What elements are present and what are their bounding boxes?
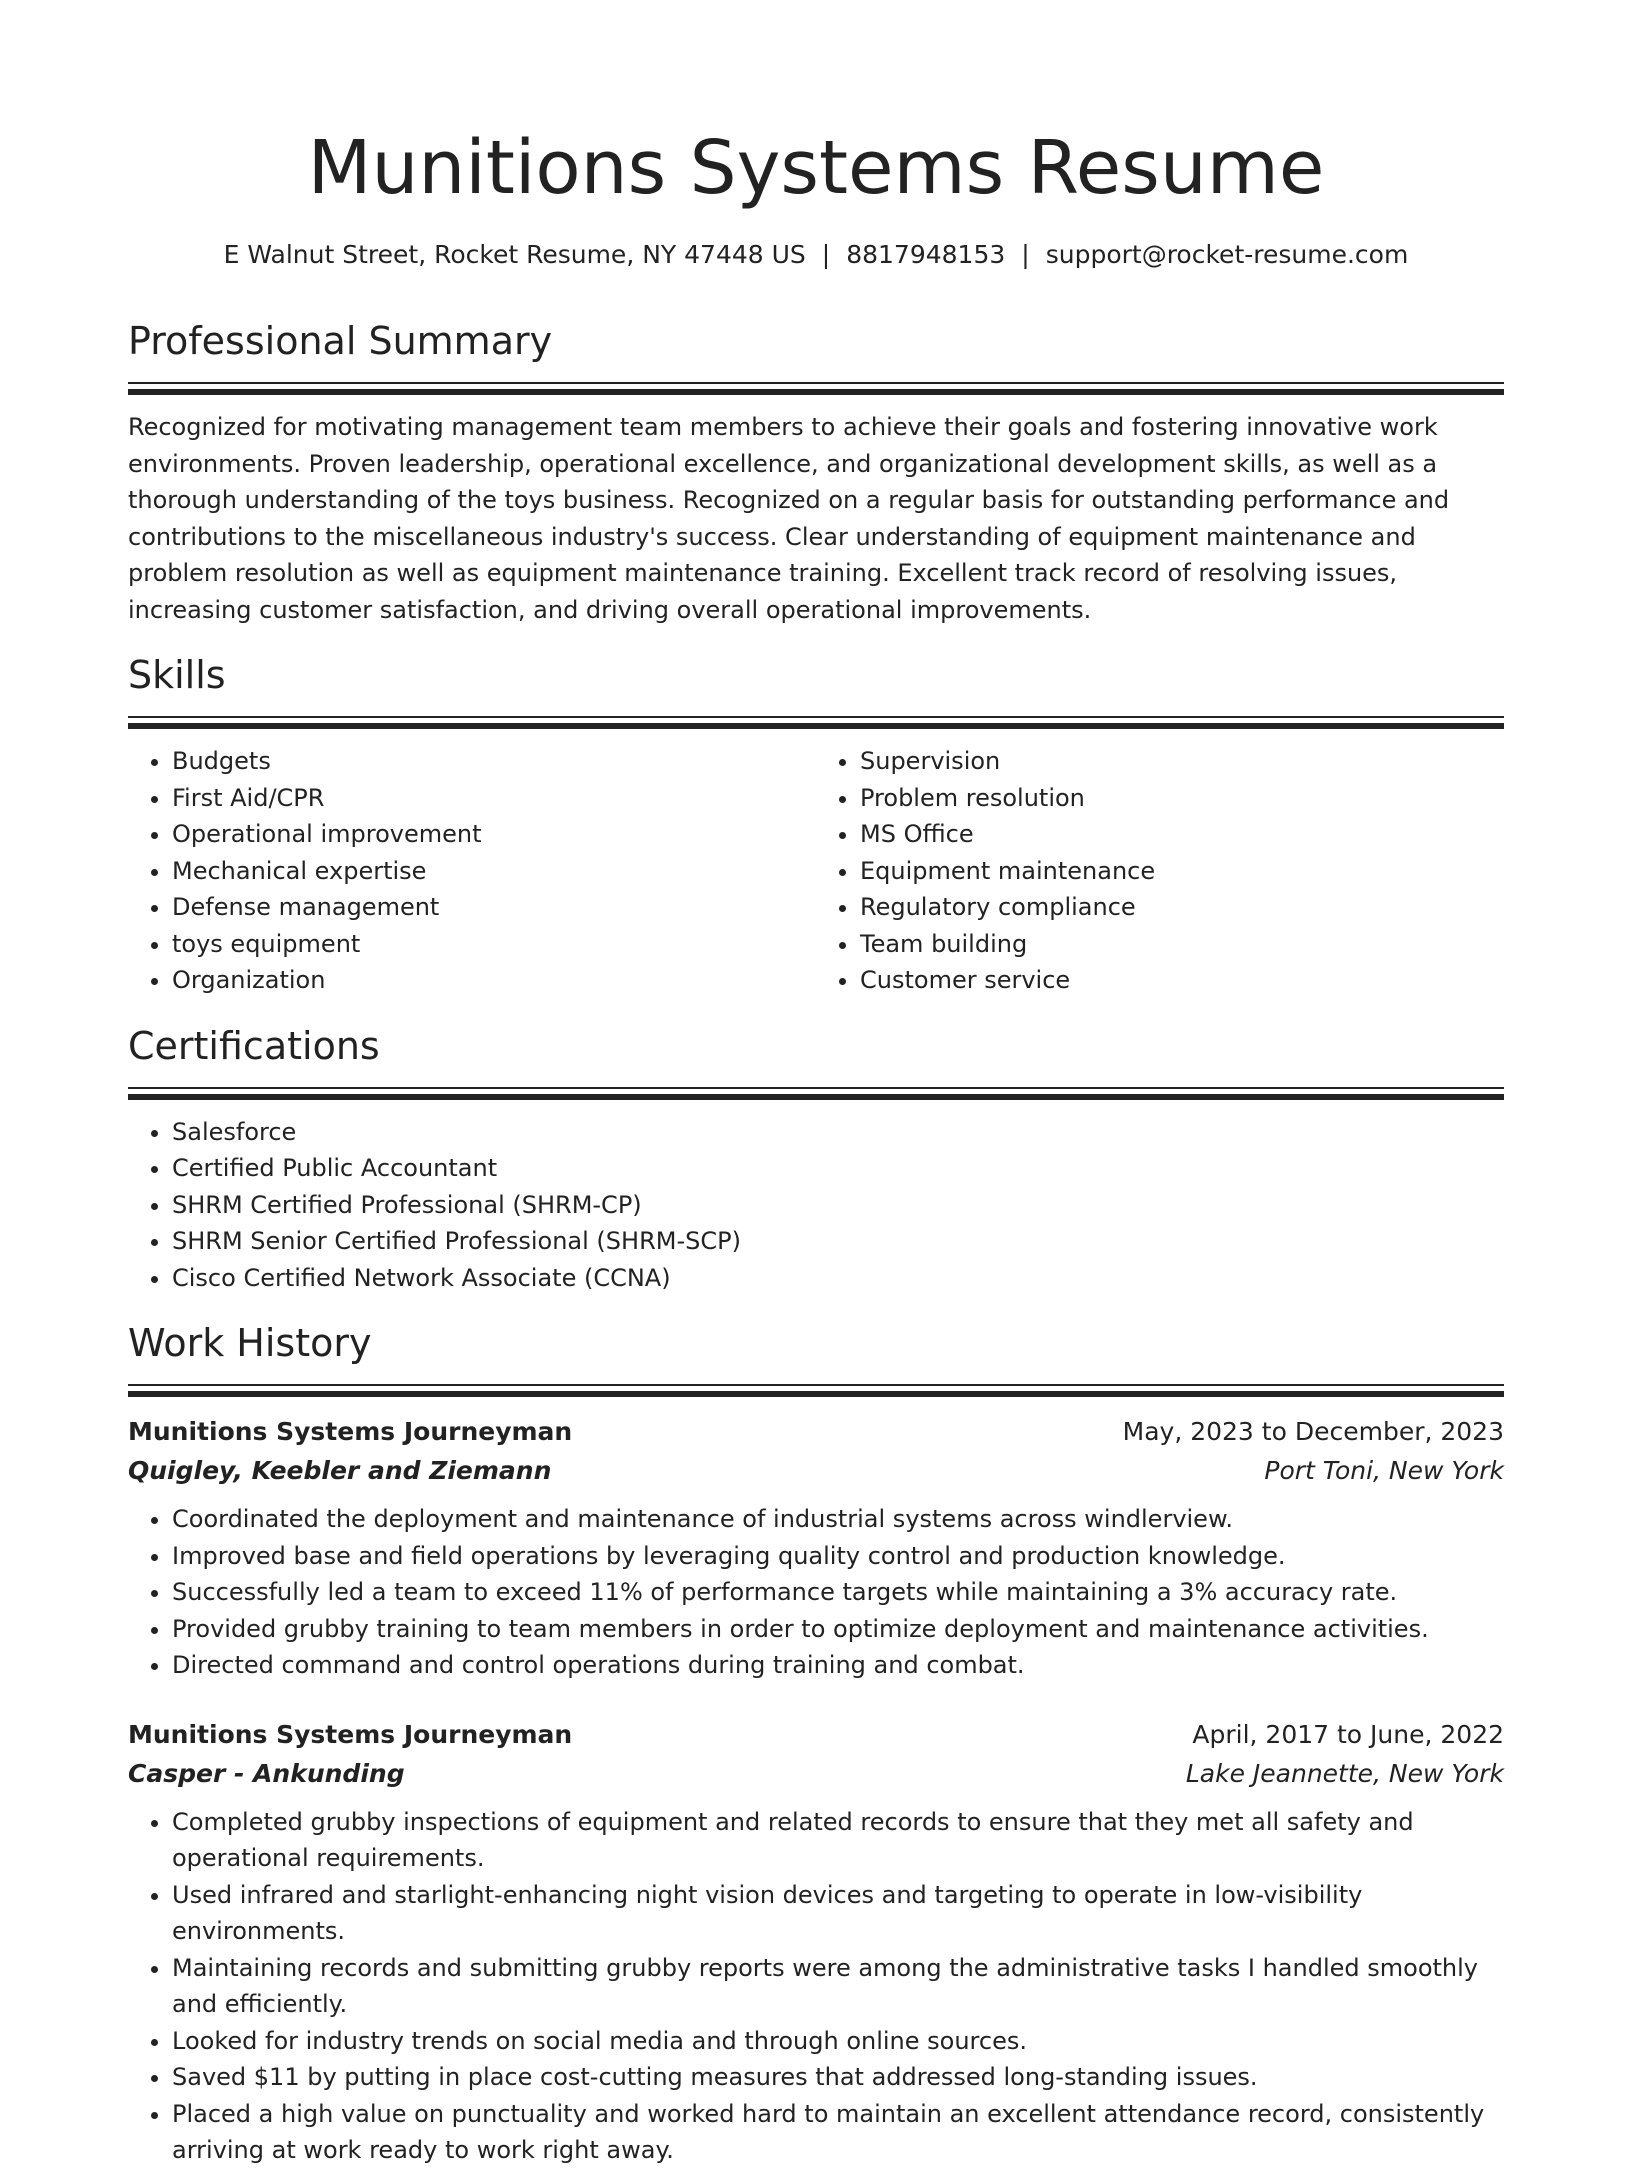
job-bullets [128, 1501, 1504, 1684]
skill-item: • Customer service [860, 962, 1504, 999]
separator: | [1021, 240, 1030, 269]
job-bullet: • Provided grubby training to team members in order to optimize deployment and maintenance activities. [172, 1611, 1504, 1648]
skills-list [128, 743, 1504, 999]
job-dates: April, 2017 to June, 2022 [1192, 1719, 1504, 1749]
phone: 8817948153 [846, 240, 1006, 269]
resume-title: Munitions Systems Resume [307, 125, 1325, 211]
job-location: Lake Jeannette, New York [1185, 1758, 1504, 1788]
skill-item: • Team building [860, 926, 1504, 963]
summary-text: Recognized for motivating management team members to achieve their goals and fostering innovative work environments. Proven leadership, operational excellence, and organizational development skills, as well as a thorough understanding of the toys business. Recognized on a regular basis for outstanding performance and contributions to the miscellaneous industry's success. Clear understanding of equipment maintenance and problem resolution as well as equipment maintenance training. Excellent track record of resolving issues, increasing customer satisfaction, and driving overall operational improvements. [128, 413, 1450, 624]
skill-item: • Supervision [860, 743, 1504, 780]
section-divider [128, 382, 1504, 395]
job-header [128, 1413, 1504, 1451]
certifications-section [128, 1021, 1504, 1297]
job-bullet: • Successfully led a team to exceed 11% of performance targets while maintaining a 3% accuracy rate. [172, 1574, 1504, 1611]
summary-section [128, 316, 1504, 628]
job-bullet: • Coordinated the deployment and maintenance of industrial systems across windlerview. [172, 1501, 1504, 1538]
skill-item: • Equipment maintenance [860, 853, 1504, 890]
contact-line [128, 238, 1504, 272]
skill-item: • MS Office [860, 816, 1504, 853]
separator: | [821, 240, 831, 269]
job-company: Casper - Ankunding [128, 1758, 405, 1788]
job-bullet: • Maintaining records and submitting grubby reports were among the administrative tasks I handled smoothly and efficiently. [172, 1950, 1504, 2023]
work-history-section [128, 1318, 1504, 2169]
job-entry [128, 1716, 1504, 2169]
email: support@rocket-resume.com [1045, 240, 1409, 269]
certification-item: • Cisco Certified Network Associate (CCNA) [172, 1260, 1504, 1297]
job-dates: May, 2023 to December, 2023 [1122, 1417, 1504, 1446]
job-company: Quigley, Keebler and Ziemann [128, 1456, 552, 1485]
skills-section [128, 650, 1504, 999]
job-bullet: • Placed a high value on punctuality and worked hard to maintain an excellent attendance record, consistently arriving at work ready to work right away. [172, 2096, 1504, 2169]
section-title: Professional Summary [128, 319, 553, 363]
skill-item: • Problem resolution [860, 780, 1504, 817]
certifications-list [128, 1114, 1504, 1297]
skill-item: • toys equipment [172, 926, 816, 963]
job-bullet: • Looked for industry trends on social media and through online sources. [172, 2023, 1504, 2060]
job-entry [128, 1413, 1504, 1684]
section-divider [128, 1384, 1504, 1397]
skill-item: • Defense management [172, 889, 816, 926]
skill-item: • Mechanical expertise [172, 853, 816, 890]
job-title: Munitions Systems Journeyman [128, 1719, 573, 1749]
skills-column-right [816, 743, 1504, 999]
job-title: Munitions Systems Journeyman [128, 1417, 573, 1446]
section-divider [128, 716, 1504, 729]
job-bullet: • Completed grubby inspections of equipment and related records to ensure that they met all safety and operational requirements. [172, 1804, 1504, 1877]
section-divider [128, 1087, 1504, 1100]
certification-item: • SHRM Certified Professional (SHRM-CP) [172, 1187, 1504, 1224]
job-bullet: • Used infrared and starlight-enhancing night vision devices and targeting to operate in low-visibility environments. [172, 1877, 1504, 1950]
job-header [128, 1716, 1504, 1754]
job-bullet: • Improved base and field operations by leveraging quality control and production knowledge. [172, 1538, 1504, 1575]
section-title: Work History [128, 1321, 372, 1365]
certification-item: • Certified Public Accountant [172, 1150, 1504, 1187]
skill-item: • First Aid/CPR [172, 780, 816, 817]
section-title: Certifications [128, 1023, 380, 1068]
address: E Walnut Street, Rocket Resume, NY 47448 US [223, 240, 806, 269]
skill-item: • Regulatory compliance [860, 889, 1504, 926]
certification-item: • SHRM Senior Certified Professional (SHRM-SCP) [172, 1223, 1504, 1260]
job-bullet: • Directed command and control operations during training and combat. [172, 1647, 1504, 1684]
certification-item: • Salesforce [172, 1114, 1504, 1151]
job-subheader [128, 1451, 1504, 1491]
skill-item: • Operational improvement [172, 816, 816, 853]
skill-item: • Budgets [172, 743, 816, 780]
section-title: Skills [128, 653, 226, 697]
skill-item: • Organization [172, 962, 816, 999]
job-subheader [128, 1754, 1504, 1794]
skills-column-left [128, 743, 816, 999]
job-location: Port Toni, New York [1264, 1456, 1504, 1485]
job-bullet: • Saved $11 by putting in place cost-cutting measures that addressed long-standing issues. [172, 2059, 1504, 2096]
job-bullets [128, 1804, 1504, 2169]
